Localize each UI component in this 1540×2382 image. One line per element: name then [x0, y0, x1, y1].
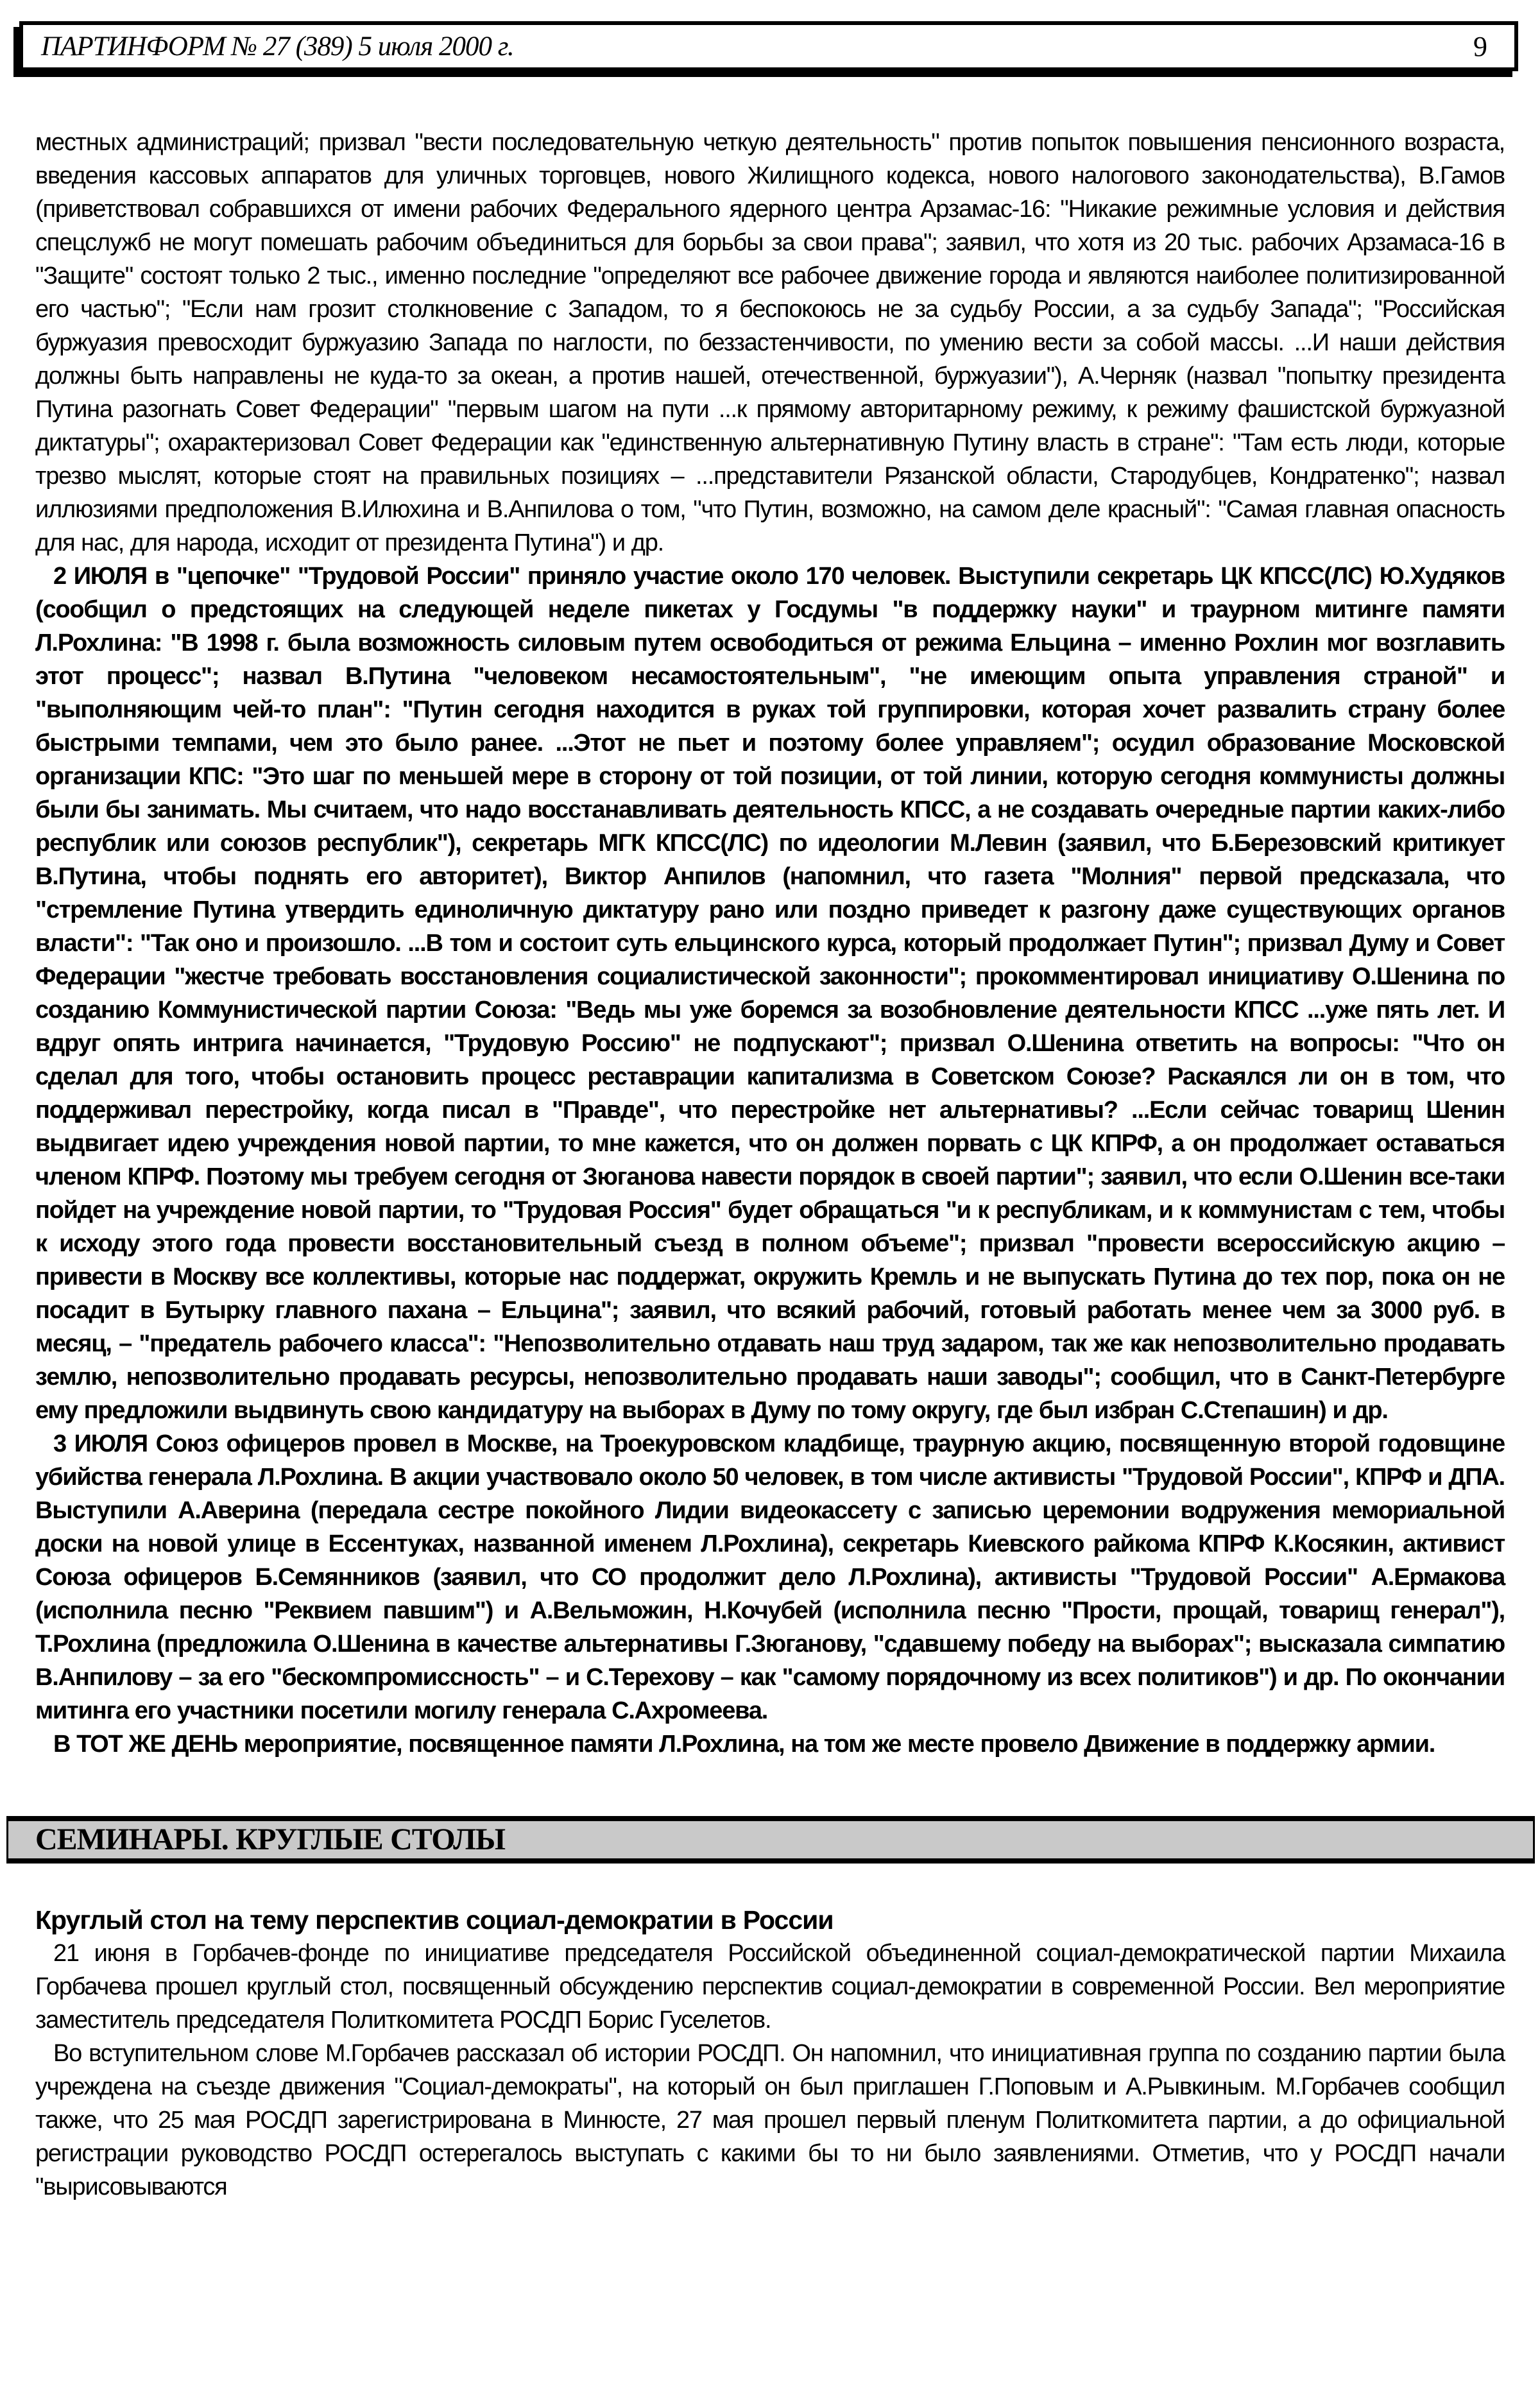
body-paragraph-same-day: В ТОТ ЖЕ ДЕНЬ мероприятие, посвященное памяти Л.Рохлина, на том же месте провело Движение в поддержку армии. [53, 1731, 1435, 1758]
section-header-bar [6, 1816, 1535, 1864]
article-paragraph-intro: 21 июня в Горбачев-фонде по инициативе председателя Российской объединенной социал-демократической партии Михаила Горбачева прошел круглый стол, посвященный обсуждению перспектив социал-демократии в современной России. Вел мероприятие заместитель председателя Политкомитета РОСДП Борис Гуселетов. [35, 1940, 1505, 2034]
article-paragraph-gorbachev: Во вступительном слове М.Горбачев рассказал об истории РОСДП. Он напомнил, что инициативная группа по созданию партии была учреждена на съезде движения "Социал-демократы", на который он был приглашен Г.Поповым и А.Рывкиным. М.Горбачев сообщил также, что 25 мая РОСДП зарегистрирована в Минюсте, 27 мая прошел первый пленум Политкомитета партии, а до официальной регистрации руководство РОСДП остерегалось выступать с какими бы то ни было заявлениями. Отметив, что у РОСДП начали "вырисовываются [35, 2040, 1505, 2200]
body-paragraph-july3: 3 ИЮЛЯ Союз офицеров провел в Москве, на Троекуровском кладбище, траурную акцию, посвященную второй годовщине убийства генерала Л.Рохлина. В акции участвовало около 50 человек, в том числе активисты "Трудовой России", КПРФ и ДПА. Выступили А.Аверина (передала сестре покойного Лидии видеокассету с записью церемонии водружения мемориальной доски на новой улице в Ессентуках, названной именем Л.Рохлина), секретарь Киевского райкома КПРФ К.Косякин, активист Союза офицеров Б.Семянников (заявил, что СО продолжит дело Л.Рохлина), активисты "Трудовой России" А.Ермакова (исполнила песню "Реквием павшим") и А.Вельможин, Н.Кочубей (исполнила песню "Прости, прощай, товарищ генерал"), Т.Рохлина (предложила О.Шенина в качестве альтернативы Г.Зюганову, "сдавшему победу на выборах"; высказала симпатию В.Анпилову – за его "бескомпромиссность" – и С.Терехову – как "самому порядочному из всех политиков") и др. По окончании митинга его участники посетили могилу генерала С.Ахромеева. [35, 1430, 1505, 1724]
newsletter-title: ПАРТИНФОРМ № 27 (389) 5 июля 2000 г. [41, 31, 514, 62]
page-body [35, 126, 1505, 2204]
article-heading: Круглый стол на тему перспектив социал-демократии в России [35, 1905, 834, 1935]
page-header [19, 21, 1518, 71]
body-paragraph-continuation: местных администраций; призвал "вести последовательную четкую деятельность" против попыток повышения пенсионного возраста, введения кассовых аппаратов для уличных торговцев, нового Жилищного кодекса, нового налогового законодательства), В.Гамов (приветствовал собравшихся от имени рабочих Федерального ядерного центра Арзамас-16: "Никакие режимные условия и действия спецслужб не могут помешать рабочим объединиться для борьбы за свои права"; заявил, что хотя из 20 тыс. рабочих Арзамаса-16 в "Защите" состоят только 2 тыс., именно последние "определяют все рабочее движение города и являются наиболее политизированной его частью"; "Если нам грозит столкновение с Западом, то я беспокоюсь не за судьбу России, а за судьбу Запада"; "Российская буржуазия превосходит буржуазию Запада по наглости, по беззастенчивости, по умению вести за собой массы. ...И наши действия должны быть направлены не куда-то за океан, а против нашей, отечественной, буржуазии"), А.Черняк (назвал "попытку президента Путина разогнать Совет Федерации" "первым шагом на пути ...к прямому авторитарному режиму, к режиму фашистской буржуазной диктатуры"; охарактеризовал Совет Федерации как "единственную альтернативную Путину власть в стране": "Там есть люди, которые трезво мыслят, которые стоят на правильных позициях – ...представители Рязанской области, Стародубцев, Кондратенко"; назвал иллюзиями предположения В.Илюхина и В.Анпилова о том, "что Путин, возможно, на самом деле красный": "Самая главная опасность для нас, для народа, исходит от президента Путина") и др. [35, 129, 1505, 556]
body-paragraph-july2: 2 ИЮЛЯ в "цепочке" "Трудовой России" приняло участие около 170 человек. Выступили секретарь ЦК КПСС(ЛС) Ю.Худяков (сообщил о предстоящих на следующей неделе пикетах у Госдумы "в поддержку науки" и траурном митинге памяти Л.Рохлина: "В 1998 г. была возможность силовым путем освободиться от режима Ельцина – именно Рохлин мог возглавить этот процесс"; назвал В.Путина "человеком несамостоятельным", "не имеющим опыта управления страной" и "выполняющим чей-то план": "Путин сегодня находится в руках той группировки, которая хочет развалить страну более быстрыми темпами, чем это было ранее. ...Этот не пьет и поэтому более управляем"; осудил образование Московской организации КПС: "Это шаг по меньшей мере в сторону от той позиции, от той линии, которую сегодня коммунисты должны были бы занимать. Мы считаем, что надо восстанавливать деятельность КПСС, а не создавать очередные партии каких-либо республик или союзов республик"), секретарь МГК КПСС(ЛС) по идеологии М.Левин (заявил, что Б.Березовский критикует В.Путина, чтобы поднять его авторитет), Виктор Анпилов (напомнил, что газета "Молния" первой предсказала, что "стремление Путина утвердить единоличную диктатуру рано или поздно приведет к разгону даже существующих органов власти": "Так оно и произошло. ...В том и состоит суть ельцинского курса, который продолжает Путин"; призвал Думу и Совет Федерации "жестче требовать восстановления социалистической законности"; прокомментировал инициативу О.Шенина по созданию Коммунистической партии Союза: "Ведь мы уже боремся за возобновление деятельности КПСС ...уже пять лет. И вдруг опять интрига начинается, "Трудовую Россию" не подпускают"; призвал О.Шенина ответить на вопросы: "Что он сделал для того, чтобы остановить процесс реставрации капитализма в Советском Союзе? Раскаялся ли он в том, что поддерживал перестройку, когда писал в "Правде", что перестройке нет альтернативы? ...Если сейчас товарищ Шенин выдвигает идею учреждения новой партии, то мне кажется, что он должен порвать с ЦК КПРФ, а он продолжает оставаться членом КПРФ. Поэтому мы требуем сегодня от Зюганова навести порядок в своей партии"; заявил, что если О.Шенин все-таки пойдет на учреждение новой партии, то "Трудовая Россия" будет обращаться "и к республикам, и к коммунистам с тем, чтобы к исходу этого года провести восстановительный съезд в полном объеме"; призвал "провести всероссийскую акцию – привести в Москву все коллективы, которые нас поддержат, окружить Кремль и не выпускать Путина до тех пор, пока он не посадит в Бутырку главного пахана – Ельцина"; заявил, что всякий рабочий, готовый работать менее чем за 3000 руб. в месяц, – "предатель рабочего класса": "Непозволительно отдавать наш труд задаром, так же как непозволительно продавать землю, непозволительно продавать ресурсы, непозволительно продавать наши заводы"; сообщил, что в Санкт-Петербурге ему предложили выдвинуть свою кандидатуру на выборах в Думу по тому округу, где был избран С.Степашин) и др. [35, 563, 1505, 1424]
page-number: 9 [1473, 30, 1487, 62]
section-header-title: СЕМИНАРЫ. КРУГЛЫЕ СТОЛЫ [35, 1822, 506, 1856]
